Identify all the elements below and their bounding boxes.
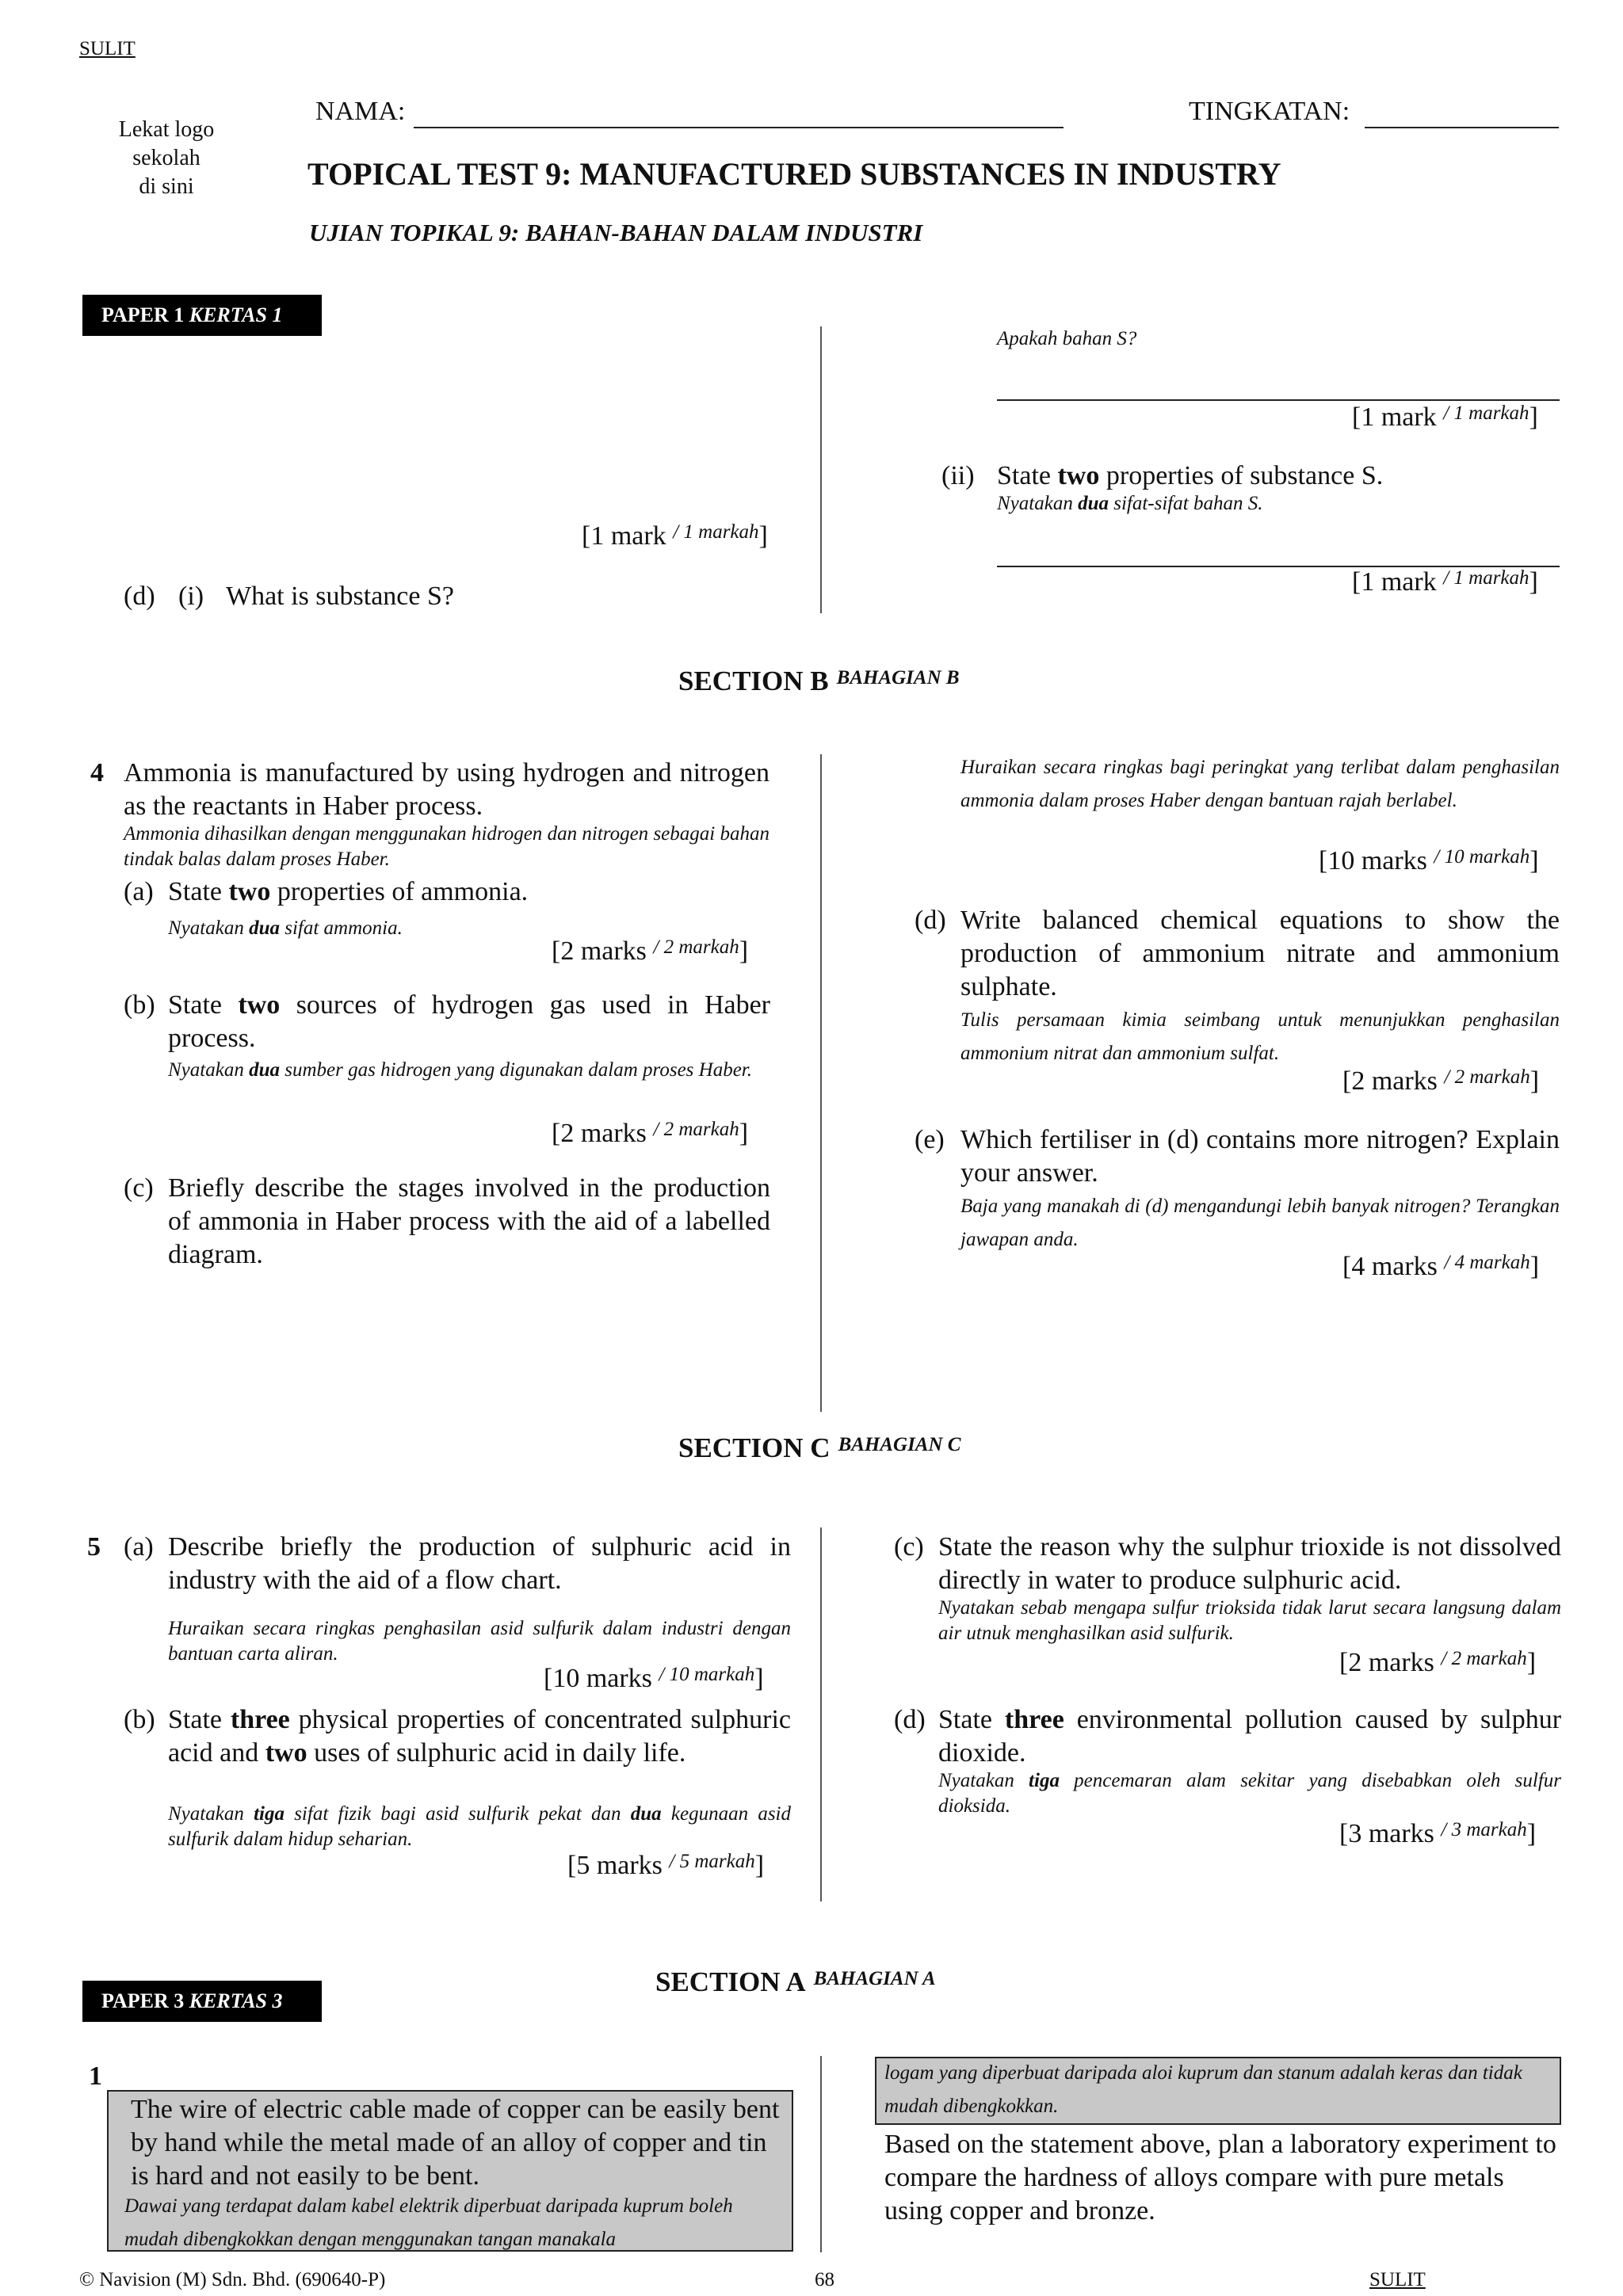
page-subtitle: UJIAN TOPIKAL 9: BAHAN-BAHAN DALAM INDUSTRI (309, 219, 923, 246)
q-d-ii-text: State two properties of substance S. (997, 461, 1384, 490)
q-d-ii-label: (ii) (941, 461, 975, 490)
q5c-label: (c) (894, 1532, 924, 1562)
q4d-text: Write balanced chemical equations to show the production of ammonium nitrate and ammonium sulphate. (960, 906, 1560, 1001)
q-d-ii-ms: Nyatakan dua sifat-sifat bahan S. (997, 493, 1263, 514)
paper1-label (82, 295, 322, 336)
section-b-heading: SECTION B $^{BAHAGIAN B}$ (678, 666, 960, 696)
q4d-label: (d) (915, 906, 946, 935)
q4e-mark: [4 marks $^{/ 4 markah}$] (1342, 1252, 1540, 1281)
q4d-ms: Tulis persamaan kimia seimbang untuk menunjukkan penghasilan ammonium nitrat dan ammonium sulfat. (960, 1009, 1560, 1064)
q4c-ms: Huraikan secara ringkas bagi peringkat yang terlibat dalam penghasilan ammonia dalam proses Haber dengan bantuan rajah berlabel. (960, 757, 1560, 811)
statement-box (107, 2090, 793, 2252)
footer-copyright: © Navision (M) Sdn. Bhd. (690640-P) (79, 2269, 386, 2290)
q4b-label: (b) (124, 990, 155, 1020)
paper3-label (82, 1981, 322, 2022)
q5d-mark: [3 marks $^{/ 3 markah}$] (1339, 1819, 1537, 1848)
q4c-mark: [10 marks $^{/ 10 markah}$] (1319, 846, 1539, 875)
q4d-mark: [2 marks $^{/ 2 markah}$] (1342, 1066, 1540, 1096)
q5a-label: (a) (124, 1532, 154, 1562)
statement-ms-continued: logam yang diperbuat daripada aloi kuprum dan stanum adalah keras dan tidak mudah dibengkokkan. (884, 2062, 1522, 2117)
q4c-text: Briefly describe the stages involved in the production of ammonia in Haber process with the aid of a labelled diagram. (168, 1173, 770, 1269)
q5a-text: Describe briefly the production of sulphuric acid in industry with the aid of a flow chart. (168, 1532, 791, 1595)
q5c-mark: [2 marks $^{/ 2 markah}$] (1339, 1648, 1537, 1677)
tingkatan-field[interactable] (1365, 127, 1559, 128)
statement-ms: Dawai yang terdapat dalam kabel elektrik diperbuat daripada kuprum boleh mudah dibengkokkan dengan menggunakan tangan manakala (124, 2195, 733, 2250)
q5b-ms: Nyatakan tiga sifat fizik bagi asid sulfurik pekat dan dua kegunaan asid sulfurik dalam hidup seharian. (168, 1803, 791, 1850)
q4b-text: State two sources of hydrogen gas used in Haber process. (168, 990, 771, 1053)
logo-text-line: sekolah (132, 146, 200, 170)
nama-field[interactable] (414, 127, 1064, 128)
q5b-text: State three physical properties of concentrated sulphuric acid and two uses of sulphuric acid in daily life. (168, 1705, 791, 1768)
q5a-mark: [10 marks $^{/ 10 markah}$] (544, 1664, 764, 1693)
paper3-label-ms: KERTAS 3 (189, 1989, 283, 2012)
q4-ms: Ammonia dihasilkan dengan menggunakan hidrogen dan nitrogen sebagai bahan tindak balas dalam proses Haber. (124, 823, 769, 870)
paper1-label-en: PAPER 1 (101, 303, 185, 326)
question-number: 5 (87, 1532, 101, 1562)
q4a-ms: Nyatakan dua sifat ammonia. (168, 917, 403, 939)
q5b-label: (b) (124, 1705, 155, 1734)
paper1-left-mark: [1 mark $^{/ 1 markah}$] (582, 521, 768, 551)
q5a-ms: Huraikan secara ringkas penghasilan asid sulfurik dalam industri dengan bantuan carta aliran. (168, 1618, 791, 1665)
q4e-ms: Baja yang manakah di (d) mengandungi lebih banyak nitrogen? Terangkan jawapan anda. (960, 1196, 1560, 1250)
q-d-i-text: What is substance S? (226, 582, 454, 611)
logo-placeholder (95, 116, 238, 201)
q4-text: Ammonia is manufactured by using hydrogen and nitrogen as the reactants in Haber process. (124, 758, 769, 821)
q4b-mark: [2 marks $^{/ 2 markah}$] (552, 1119, 749, 1148)
q-d-i-label: (i) (178, 582, 204, 611)
q4c-label: (c) (124, 1173, 154, 1203)
statement-en: The wire of electric cable made of copper can be easily bent by hand while the metal made of an alloy of copper and tin is hard and not easily to be bent. (131, 2095, 780, 2191)
q4a-mark: [2 marks $^{/ 2 markah}$] (552, 936, 749, 966)
sulit-top-label: SULIT (79, 38, 136, 59)
column-divider (820, 1527, 822, 1901)
paper1-right-mark-2: [1 mark $^{/ 1 markah}$] (1352, 567, 1538, 597)
q5b-mark: [5 marks $^{/ 5 markah}$] (567, 1851, 765, 1880)
paper3-label-en: PAPER 3 (101, 1989, 185, 2012)
task-text: Based on the statement above, plan a laboratory experiment to compare the hardness of alloys compare with pure metals using copper and bronze. (884, 2130, 1556, 2225)
q4b-ms: Nyatakan dua sumber gas hidrogen yang digunakan dalam proses Haber. (168, 1059, 753, 1081)
q5d-ms: Nyatakan tiga pencemaran alam sekitar yang disebabkan oleh sulfur dioksida. (938, 1770, 1561, 1817)
q-d-i-ms: Apakah bahan S? (997, 328, 1137, 349)
page-title: TOPICAL TEST 9: MANUFACTURED SUBSTANCES IN INDUSTRY (307, 156, 1281, 192)
logo-text-line: di sini (139, 174, 194, 199)
question-number: 4 (90, 758, 104, 788)
paper1-label-ms: KERTAS 1 (189, 303, 283, 326)
q5c-ms: Nyatakan sebab mengapa sulfur trioksida tidak larut secara langsung dalam air utnuk menghasilkan asid sulfurik. (938, 1597, 1561, 1644)
column-divider (820, 2056, 822, 2252)
nama-label: NAMA: (315, 97, 406, 126)
q4a-text: State two properties of ammonia. (168, 877, 529, 906)
q4e-label: (e) (915, 1125, 945, 1154)
question-number: 1 (89, 2061, 102, 2091)
paper1-right-mark-1: [1 mark $^{/ 1 markah}$] (1352, 402, 1538, 432)
column-divider (820, 326, 822, 613)
footer-page-number: 68 (815, 2269, 834, 2290)
q4a-label: (a) (124, 877, 154, 906)
section-c-heading: SECTION C $^{BAHAGIAN C}$ (678, 1432, 961, 1463)
section-a-heading: SECTION A $^{BAHAGIAN A}$ (655, 1966, 936, 1997)
tingkatan-label: TINGKATAN: (1189, 97, 1350, 126)
q5d-label: (d) (894, 1705, 926, 1734)
logo-text-line: Lekat logo (118, 117, 215, 142)
q5c-text: State the reason why the sulphur trioxide is not dissolved directly in water to produce sulphuric acid. (938, 1532, 1561, 1595)
q5d-text: State three environmental pollution caused by sulphur dioxide. (938, 1705, 1562, 1768)
answer-line[interactable] (997, 399, 1560, 401)
column-divider (820, 754, 822, 1412)
statement-box-continued (875, 2057, 1561, 2125)
q4e-text: Which fertiliser in (d) contains more nitrogen? Explain your answer. (960, 1125, 1560, 1188)
q-d-label: (d) (124, 582, 155, 611)
footer-sulit: SULIT (1369, 2269, 1426, 2290)
